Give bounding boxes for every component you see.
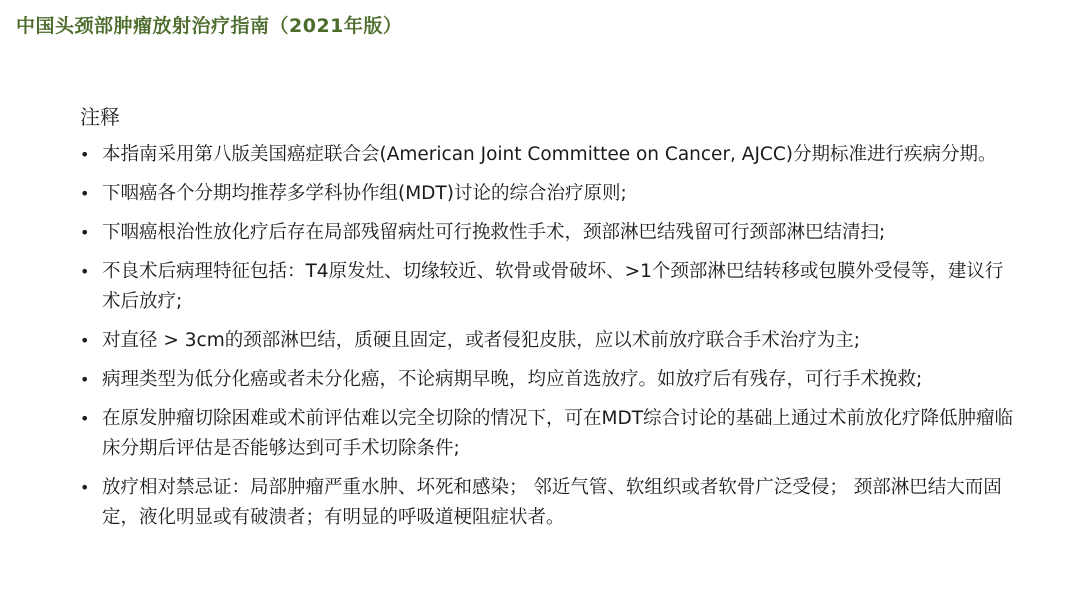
note-item-1 xyxy=(80,140,1020,170)
note-item-8 xyxy=(80,473,1020,533)
notes-list xyxy=(80,140,1020,542)
note-text: 在原发肿瘤切除困难或术前评估难以完全切除的情况下，可在MDT综合讨论的基础上通过术前放化疗降低肿瘤临床分期后评估是否能够达到可手术切除条件; xyxy=(102,408,1014,459)
bullet-icon: • xyxy=(80,370,90,389)
bullet-icon: • xyxy=(80,262,90,281)
note-text: 病理类型为低分化癌或者未分化癌，不论病期早晚，均应首选放疗。如放疗后有残存，可行手术挽救; xyxy=(102,369,923,390)
note-text: 本指南采用第八版美国癌症联合会(American Joint Committee on Cancer, AJCC)分期标准进行疾病分期。 xyxy=(102,144,997,165)
bullet-icon: • xyxy=(80,478,90,497)
note-item-5 xyxy=(80,326,1020,356)
slide-title: 中国头颈部肿瘤放射治疗指南（2021年版） xyxy=(16,15,403,37)
notes-heading: 注释 xyxy=(80,105,120,129)
note-text: 不良术后病理特征包括：T4原发灶、切缘较近、软骨或骨破坏、>1个颈部淋巴结转移或包膜外受侵等，建议行术后放疗; xyxy=(102,261,1004,312)
bullet-icon: • xyxy=(80,145,90,164)
bullet-icon: • xyxy=(80,409,90,428)
note-item-7 xyxy=(80,404,1020,464)
note-text: 放疗相对禁忌证：局部肿瘤严重水肿、坏死和感染； 邻近气管、软组织或者软骨广泛受侵； 颈部淋巴结大而固定，液化明显或有破溃者；有明显的呼吸道梗阻症状者。 xyxy=(102,477,1002,528)
note-item-2 xyxy=(80,179,1020,209)
bullet-icon: • xyxy=(80,331,90,350)
note-item-3 xyxy=(80,218,1020,248)
bullet-icon: • xyxy=(80,223,90,242)
note-text: 对直径 > 3cm的颈部淋巴结，质硬且固定，或者侵犯皮肤，应以术前放疗联合手术治疗为主; xyxy=(102,330,860,351)
note-item-6 xyxy=(80,365,1020,395)
bullet-icon: • xyxy=(80,184,90,203)
note-item-4 xyxy=(80,257,1020,317)
note-text: 下咽癌各个分期均推荐多学科协作组(MDT)讨论的综合治疗原则; xyxy=(102,183,627,204)
note-text: 下咽癌根治性放化疗后存在局部残留病灶可行挽救性手术，颈部淋巴结残留可行颈部淋巴结清扫; xyxy=(102,222,886,243)
